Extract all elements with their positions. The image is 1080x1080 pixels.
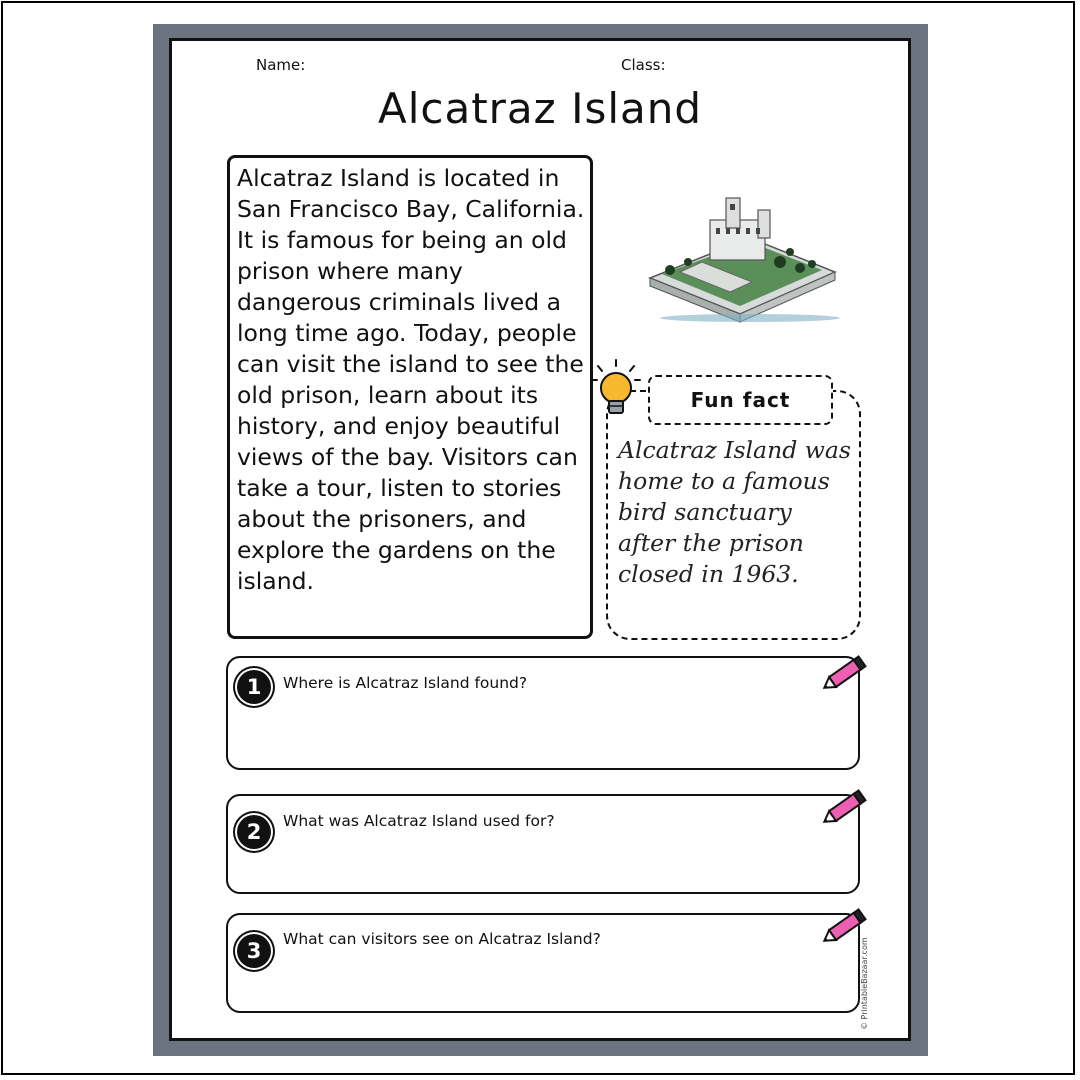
pencil-icon <box>818 784 870 832</box>
name-label: Name: <box>256 56 306 74</box>
pencil-icon <box>818 650 870 698</box>
question-number-1: 1 <box>237 670 271 704</box>
question-2-text: What was Alcatraz Island used for? <box>283 812 555 830</box>
class-label: Class: <box>621 56 666 74</box>
question-number-3: 3 <box>237 934 271 968</box>
answer-box-2[interactable] <box>226 794 860 894</box>
lightbulb-icon <box>590 358 642 422</box>
island-illustration <box>640 190 845 325</box>
question-3-text: What can visitors see on Alcatraz Island? <box>283 930 601 948</box>
question-number-2: 2 <box>237 815 271 849</box>
reading-passage: Alcatraz Island is located in San Francisco Bay, California. It is famous for being an old prison where many dangerous criminals lived a long time ago. Today, people can visit the island to see the old prison, learn about its history, and enjoy beautiful views of the bay. Visitors can take a tour, listen to stories about the prisoners, and explore the gardens on the island. <box>237 164 585 595</box>
copyright-credit: © PrintableBazaar.com <box>860 937 869 1030</box>
fun-fact-text: Alcatraz Island was home to a famous bird sanctuary after the prison closed in 1963. <box>618 436 851 588</box>
question-1-text: Where is Alcatraz Island found? <box>283 674 528 692</box>
fun-fact-label: Fun fact <box>648 375 833 425</box>
page-title: Alcatraz Island <box>377 84 703 133</box>
answer-box-3[interactable] <box>226 913 860 1013</box>
